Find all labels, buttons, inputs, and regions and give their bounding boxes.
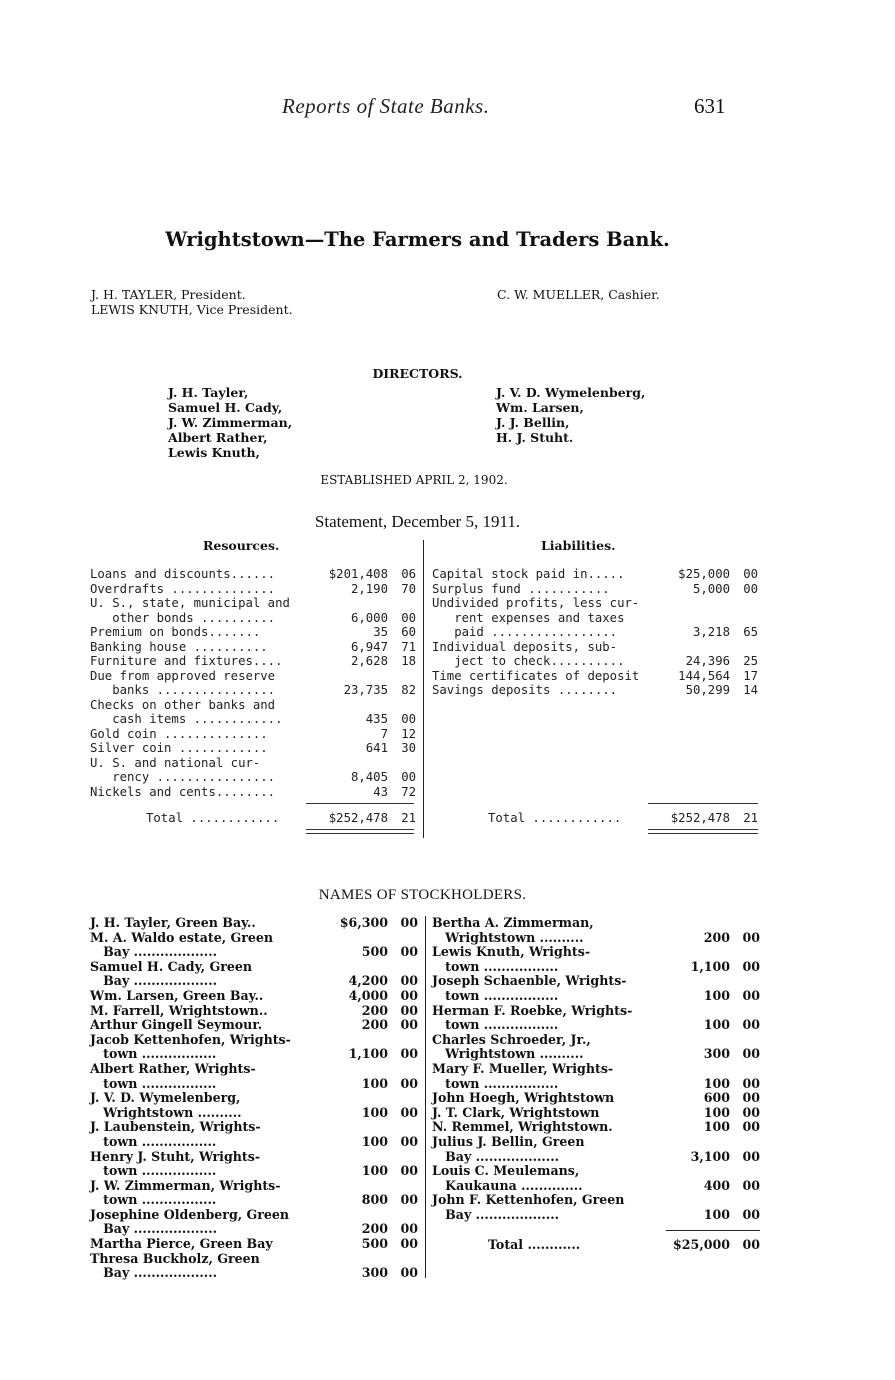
row-label: Henry J. Stuht, Wrights-: [90, 1148, 261, 1164]
row-label: Louis C. Meulemans,: [432, 1163, 580, 1179]
stockholder-row: [432, 1193, 760, 1208]
stockholder-row: [90, 1266, 418, 1281]
stockholder-row: [90, 945, 418, 960]
row-cents: 60: [401, 625, 416, 639]
row-label: Savings deposits ........: [432, 683, 618, 697]
row-cents: 00: [742, 1148, 760, 1164]
stockholder-row: [90, 1193, 418, 1208]
stockholder-row: [90, 1150, 418, 1165]
liabilities-list: [432, 567, 758, 698]
row-dollars: $252,478: [670, 811, 730, 825]
directors-heading: DIRECTORS.: [372, 366, 463, 381]
row-dollars: 600: [703, 1090, 730, 1106]
row-dollars: 6,000: [350, 610, 388, 625]
liability-row: [432, 669, 758, 684]
row-dollars: 2,628: [350, 654, 388, 668]
liabilities-total-row: [432, 811, 758, 826]
row-cents: 00: [400, 1236, 418, 1252]
row-label: town .................: [90, 1075, 217, 1091]
row-cents: 00: [401, 712, 416, 726]
stockholder-row: [90, 1252, 418, 1267]
row-dollars: $25,000: [673, 1237, 730, 1252]
row-label: Julius J. Bellin, Green: [432, 1133, 585, 1149]
row-cents: 21: [401, 811, 416, 825]
row-dollars: 6,947: [350, 639, 388, 654]
stockholder-row: [90, 1018, 418, 1033]
stockholder-row: [90, 989, 418, 1004]
row-label: town .................: [432, 1075, 559, 1091]
row-label: Herman F. Roebke, Wrights-: [432, 1002, 633, 1018]
row-cents: 00: [742, 929, 760, 945]
director-name: J. H. Tayler,: [168, 385, 249, 400]
statement-column-divider: [423, 540, 424, 838]
row-label: Time certificates of deposit: [432, 668, 640, 683]
row-dollars: 35: [373, 625, 388, 639]
row-label: Wrightstown ..........: [432, 1046, 584, 1062]
liabilities-double-rule-2: [648, 833, 758, 834]
row-label: Bay ...................: [432, 1206, 559, 1222]
row-cents: 14: [743, 683, 758, 697]
row-cents: 18: [401, 654, 416, 668]
row-cents: 21: [743, 811, 758, 825]
stockholder-row: [432, 1120, 760, 1135]
row-cents: 00: [742, 1090, 760, 1106]
row-label: Banking house ..........: [90, 639, 268, 654]
row-cents: 00: [400, 1075, 418, 1091]
row-label: J. T. Clark, Wrightstown: [432, 1104, 600, 1120]
row-cents: 00: [400, 1192, 418, 1208]
resource-row: [90, 727, 416, 742]
stockholder-row: [432, 1164, 760, 1179]
liability-row: [432, 611, 758, 626]
row-dollars: 435: [365, 712, 388, 726]
row-cents: 00: [742, 1206, 760, 1222]
row-dollars: $25,000: [678, 567, 730, 581]
row-dollars: $252,478: [328, 811, 388, 825]
resource-row: [90, 611, 416, 626]
row-dollars: 1,100: [690, 958, 730, 974]
row-dollars: 2,190: [350, 581, 388, 596]
liabilities-double-rule-1: [648, 829, 758, 830]
director-name: J. V. D. Wymelenberg,: [496, 385, 646, 400]
stockholder-row: [432, 1150, 760, 1165]
row-dollars: 100: [703, 1119, 730, 1135]
stockholder-row: [90, 1120, 418, 1135]
stockholder-row: [432, 960, 760, 975]
row-label: John Hoegh, Wrightstown: [432, 1090, 615, 1106]
row-dollars: 4,000: [348, 987, 388, 1003]
row-label: J. V. D. Wymelenberg,: [90, 1090, 241, 1106]
row-dollars: 500: [361, 1236, 388, 1252]
bank-title: Wrightstown—The Farmers and Traders Bank.: [165, 228, 670, 251]
liabilities-total-rule: [648, 803, 758, 804]
row-cents: 17: [743, 668, 758, 683]
stockholder-row: [90, 1106, 418, 1121]
director-name: Albert Rather,: [168, 430, 268, 445]
row-label: Bay ...................: [90, 1265, 217, 1281]
row-dollars: 100: [361, 1104, 388, 1120]
row-cents: 00: [400, 1163, 418, 1179]
stockholder-row: [90, 1047, 418, 1062]
liability-row: [432, 567, 758, 582]
row-dollars: 100: [703, 1206, 730, 1222]
row-dollars: 5,000: [692, 581, 730, 596]
row-dollars: 1,100: [348, 1046, 388, 1062]
row-label: Thresa Buckholz, Green: [90, 1250, 260, 1266]
row-dollars: 100: [361, 1133, 388, 1149]
stockholder-row: [432, 1047, 760, 1062]
stockholder-row: [432, 1135, 760, 1150]
row-dollars: 3,218: [692, 625, 730, 639]
row-dollars: 100: [703, 1104, 730, 1120]
row-cents: 12: [401, 726, 416, 741]
row-cents: 00: [400, 1002, 418, 1018]
liabilities-total: [432, 811, 758, 826]
row-cents: 00: [400, 1017, 418, 1033]
row-label: Individual deposits, sub-: [432, 639, 618, 654]
row-label: Bay ...................: [90, 973, 217, 989]
row-label: town .................: [90, 1133, 217, 1149]
row-label: J. Laubenstein, Wrights-: [90, 1119, 261, 1135]
row-cents: 00: [742, 1237, 760, 1252]
row-cents: 00: [401, 610, 416, 625]
row-cents: 00: [742, 1119, 760, 1135]
row-label: town .................: [432, 958, 559, 974]
row-cents: 00: [400, 915, 418, 930]
row-dollars: 200: [361, 1221, 388, 1237]
row-label: M. Farrell, Wrightstown..: [90, 1002, 268, 1018]
row-label: Nickels and cents........: [90, 784, 276, 799]
resource-row: [90, 770, 416, 785]
row-dollars: 200: [703, 929, 730, 945]
row-cents: 00: [400, 944, 418, 960]
row-label: Total ............: [488, 1237, 581, 1252]
row-label: Gold coin ..............: [90, 726, 268, 741]
row-dollars: 50,299: [685, 683, 730, 697]
resource-row: [90, 756, 416, 771]
stockholder-row: [432, 1062, 760, 1077]
row-label: paid .................: [432, 625, 618, 639]
resource-row: [90, 712, 416, 727]
liability-row: [432, 596, 758, 611]
stockholder-row: [432, 1033, 760, 1048]
row-cents: 00: [742, 958, 760, 974]
row-cents: 00: [400, 987, 418, 1003]
row-dollars: 500: [361, 944, 388, 960]
row-dollars: 200: [361, 1002, 388, 1018]
row-dollars: 100: [361, 1163, 388, 1179]
liability-row: [432, 582, 758, 597]
resource-row: [90, 698, 416, 713]
row-label: town .................: [432, 987, 559, 1003]
row-label: Mary F. Mueller, Wrights-: [432, 1060, 614, 1076]
director-name: J. J. Bellin,: [496, 415, 570, 430]
row-label: rent expenses and taxes: [432, 610, 625, 625]
row-dollars: $201,408: [328, 567, 388, 581]
row-label: U. S., state, municipal and: [90, 596, 290, 610]
stockholder-row: [90, 1208, 418, 1223]
row-cents: 82: [401, 683, 416, 697]
stockholder-row: [432, 1208, 760, 1223]
stockholder-row: [90, 931, 418, 946]
row-dollars: 100: [361, 1075, 388, 1091]
row-cents: 00: [742, 987, 760, 1003]
row-cents: 65: [743, 625, 758, 639]
director-name: Lewis Knuth,: [168, 445, 260, 460]
stockholder-row: [90, 1222, 418, 1237]
row-label: John F. Kettenhofen, Green: [432, 1192, 625, 1208]
stockholder-row: [90, 1033, 418, 1048]
row-dollars: $6,300: [339, 915, 388, 930]
row-cents: 00: [742, 1017, 760, 1033]
director-name: Wm. Larsen,: [496, 400, 584, 415]
liabilities-heading: Liabilities.: [541, 538, 616, 553]
row-label: U. S. and national cur-: [90, 755, 261, 770]
resource-row: [90, 654, 416, 669]
stockholders-total: [432, 1238, 760, 1253]
row-label: Wrightstown ..........: [432, 929, 584, 945]
stockholder-row: [432, 931, 760, 946]
row-cents: 71: [401, 639, 416, 654]
stockholder-row: [90, 1164, 418, 1179]
row-label: rency ................: [90, 770, 276, 784]
stockholder-row: [432, 1179, 760, 1194]
stockholders-column-divider: [425, 916, 426, 1278]
resources-total-rule: [306, 803, 414, 804]
row-cents: 30: [401, 741, 416, 755]
running-title: Reports of State Banks.: [282, 94, 490, 118]
stockholder-row: [432, 989, 760, 1004]
row-label: M. A. Waldo estate, Green: [90, 929, 274, 945]
vice-president: LEWIS KNUTH, Vice President.: [91, 302, 293, 317]
stockholder-row: [432, 916, 760, 931]
stockholder-row: [90, 1237, 418, 1252]
row-dollars: 8,405: [350, 770, 388, 784]
stockholders-left-list: [90, 916, 418, 1281]
row-cents: 00: [400, 1265, 418, 1281]
resource-row: [90, 640, 416, 655]
row-label: J. H. Tayler, Green Bay..: [90, 915, 256, 930]
row-label: Bay ...................: [90, 944, 217, 960]
row-dollars: 100: [703, 1075, 730, 1091]
row-label: Surplus fund ...........: [432, 581, 610, 596]
resources-double-rule-2: [306, 833, 414, 834]
row-label: Silver coin ............: [90, 741, 268, 755]
resources-double-rule-1: [306, 829, 414, 830]
row-label: town .................: [90, 1046, 217, 1062]
row-dollars: 800: [361, 1192, 388, 1208]
row-label: Loans and discounts......: [90, 567, 276, 581]
row-label: banks ................: [90, 683, 276, 697]
stockholder-row: [432, 1018, 760, 1033]
row-label: Wm. Larsen, Green Bay..: [90, 987, 264, 1003]
resource-row: [90, 669, 416, 684]
row-dollars: 300: [703, 1046, 730, 1062]
stockholder-row: [432, 1077, 760, 1092]
stockholder-row: [90, 1077, 418, 1092]
row-label: Charles Schroeder, Jr.,: [432, 1031, 591, 1047]
row-label: Albert Rather, Wrights-: [90, 1060, 256, 1076]
row-cents: 00: [400, 1133, 418, 1149]
row-label: Total ............: [488, 811, 622, 825]
stockholders-heading: NAMES OF STOCKHOLDERS.: [318, 887, 527, 903]
row-dollars: 7: [380, 726, 388, 741]
stockholder-row: [90, 1091, 418, 1106]
stockholders-total-row: [432, 1238, 760, 1253]
resources-total: [90, 811, 416, 826]
row-label: Kaukauna ..............: [432, 1177, 583, 1193]
row-dollars: 300: [361, 1265, 388, 1281]
stockholder-row: [90, 1004, 418, 1019]
resource-row: [90, 582, 416, 597]
row-label: Total ............: [146, 811, 280, 825]
liability-row: [432, 625, 758, 640]
resources-heading: Resources.: [203, 538, 280, 553]
resource-row: [90, 741, 416, 756]
directors-left-list: [168, 385, 292, 460]
row-dollars: 43: [373, 784, 388, 799]
row-label: Joseph Schaenble, Wrights-: [432, 973, 627, 989]
row-label: other bonds ..........: [90, 610, 276, 625]
stockholder-row: [432, 974, 760, 989]
row-cents: 00: [400, 973, 418, 989]
row-dollars: 100: [703, 987, 730, 1003]
row-label: J. W. Zimmerman, Wrights-: [90, 1177, 281, 1193]
row-cents: 00: [742, 1177, 760, 1193]
row-dollars: 23,735: [343, 683, 388, 697]
row-dollars: 4,200: [348, 973, 388, 989]
row-dollars: 641: [365, 741, 388, 755]
row-cents: 00: [400, 1104, 418, 1120]
row-label: cash items ............: [90, 712, 283, 726]
stockholder-row: [90, 1062, 418, 1077]
liability-row: [432, 640, 758, 655]
cashier: C. W. MUELLER, Cashier.: [497, 287, 660, 302]
row-cents: 00: [400, 1221, 418, 1237]
resource-row: [90, 625, 416, 640]
row-cents: 06: [401, 567, 416, 581]
resource-row: [90, 596, 416, 611]
row-cents: 00: [743, 581, 758, 596]
stockholder-row: [432, 1004, 760, 1019]
row-label: Overdrafts ..............: [90, 581, 276, 596]
row-cents: 00: [401, 770, 416, 784]
row-cents: 72: [401, 784, 416, 799]
stockholder-row: [90, 1135, 418, 1150]
row-dollars: 200: [361, 1017, 388, 1033]
liability-row: [432, 654, 758, 669]
row-dollars: 144,564: [678, 668, 730, 683]
stockholder-row: [432, 945, 760, 960]
row-dollars: 24,396: [685, 654, 730, 668]
row-label: Furniture and fixtures....: [90, 654, 283, 668]
row-dollars: 100: [703, 1017, 730, 1033]
row-cents: 25: [743, 654, 758, 668]
row-label: town .................: [90, 1163, 217, 1179]
row-label: Arthur Gingell Seymour.: [90, 1017, 263, 1033]
row-cents: 70: [401, 581, 416, 596]
resource-row: [90, 567, 416, 582]
resource-row: [90, 683, 416, 698]
row-label: town .................: [432, 1017, 559, 1033]
row-label: Premium on bonds.......: [90, 625, 261, 639]
row-label: ject to check..........: [432, 654, 625, 668]
stockholder-row: [432, 1106, 760, 1121]
officers-left: [91, 287, 293, 317]
row-label: Checks on other banks and: [90, 697, 276, 712]
row-dollars: 3,100: [690, 1148, 730, 1164]
stockholder-row: [90, 974, 418, 989]
row-label: Lewis Knuth, Wrights-: [432, 944, 591, 960]
row-label: Bay ...................: [90, 1221, 217, 1237]
resources-list: [90, 567, 416, 799]
liability-row: [432, 683, 758, 698]
statement-heading: Statement, December 5, 1911.: [314, 512, 521, 531]
stockholder-row: [90, 960, 418, 975]
row-label: Wrightstown ..........: [90, 1104, 242, 1120]
row-label: Capital stock paid in.....: [432, 567, 625, 581]
row-label: Samuel H. Cady, Green: [90, 958, 253, 974]
resource-row: [90, 785, 416, 800]
established-date: ESTABLISHED APRIL 2, 1902.: [320, 473, 508, 487]
director-name: J. W. Zimmerman,: [168, 415, 293, 430]
row-label: Jacob Kettenhofen, Wrights-: [90, 1031, 291, 1047]
row-cents: 00: [400, 1046, 418, 1062]
row-label: Due from approved reserve: [90, 668, 276, 683]
row-dollars: 400: [703, 1177, 730, 1193]
row-cents: 00: [742, 1046, 760, 1062]
row-cents: 00: [742, 1104, 760, 1120]
directors-right-list: [496, 385, 645, 445]
president: J. H. TAYLER, President.: [91, 287, 246, 302]
stockholders-right-list: [432, 916, 760, 1222]
stockholder-row: [432, 1091, 760, 1106]
row-cents: 00: [742, 1075, 760, 1091]
stockholder-row: [90, 916, 418, 931]
row-cents: 00: [743, 567, 758, 581]
stockholder-row: [90, 1179, 418, 1194]
page-number: 631: [694, 94, 726, 118]
row-label: Bertha A. Zimmerman,: [432, 915, 594, 930]
row-label: N. Remmel, Wrightstown.: [432, 1119, 613, 1135]
director-name: Samuel H. Cady,: [168, 400, 283, 415]
stockholders-total-rule: [666, 1230, 760, 1231]
resources-total-row: [90, 811, 416, 826]
row-label: Martha Pierce, Green Bay: [90, 1236, 273, 1252]
row-label: town .................: [90, 1192, 217, 1208]
row-label: Josephine Oldenberg, Green: [90, 1206, 290, 1222]
director-name: H. J. Stuht.: [496, 430, 574, 445]
row-label: Undivided profits, less cur-: [432, 596, 640, 610]
row-label: Bay ...................: [432, 1148, 559, 1164]
